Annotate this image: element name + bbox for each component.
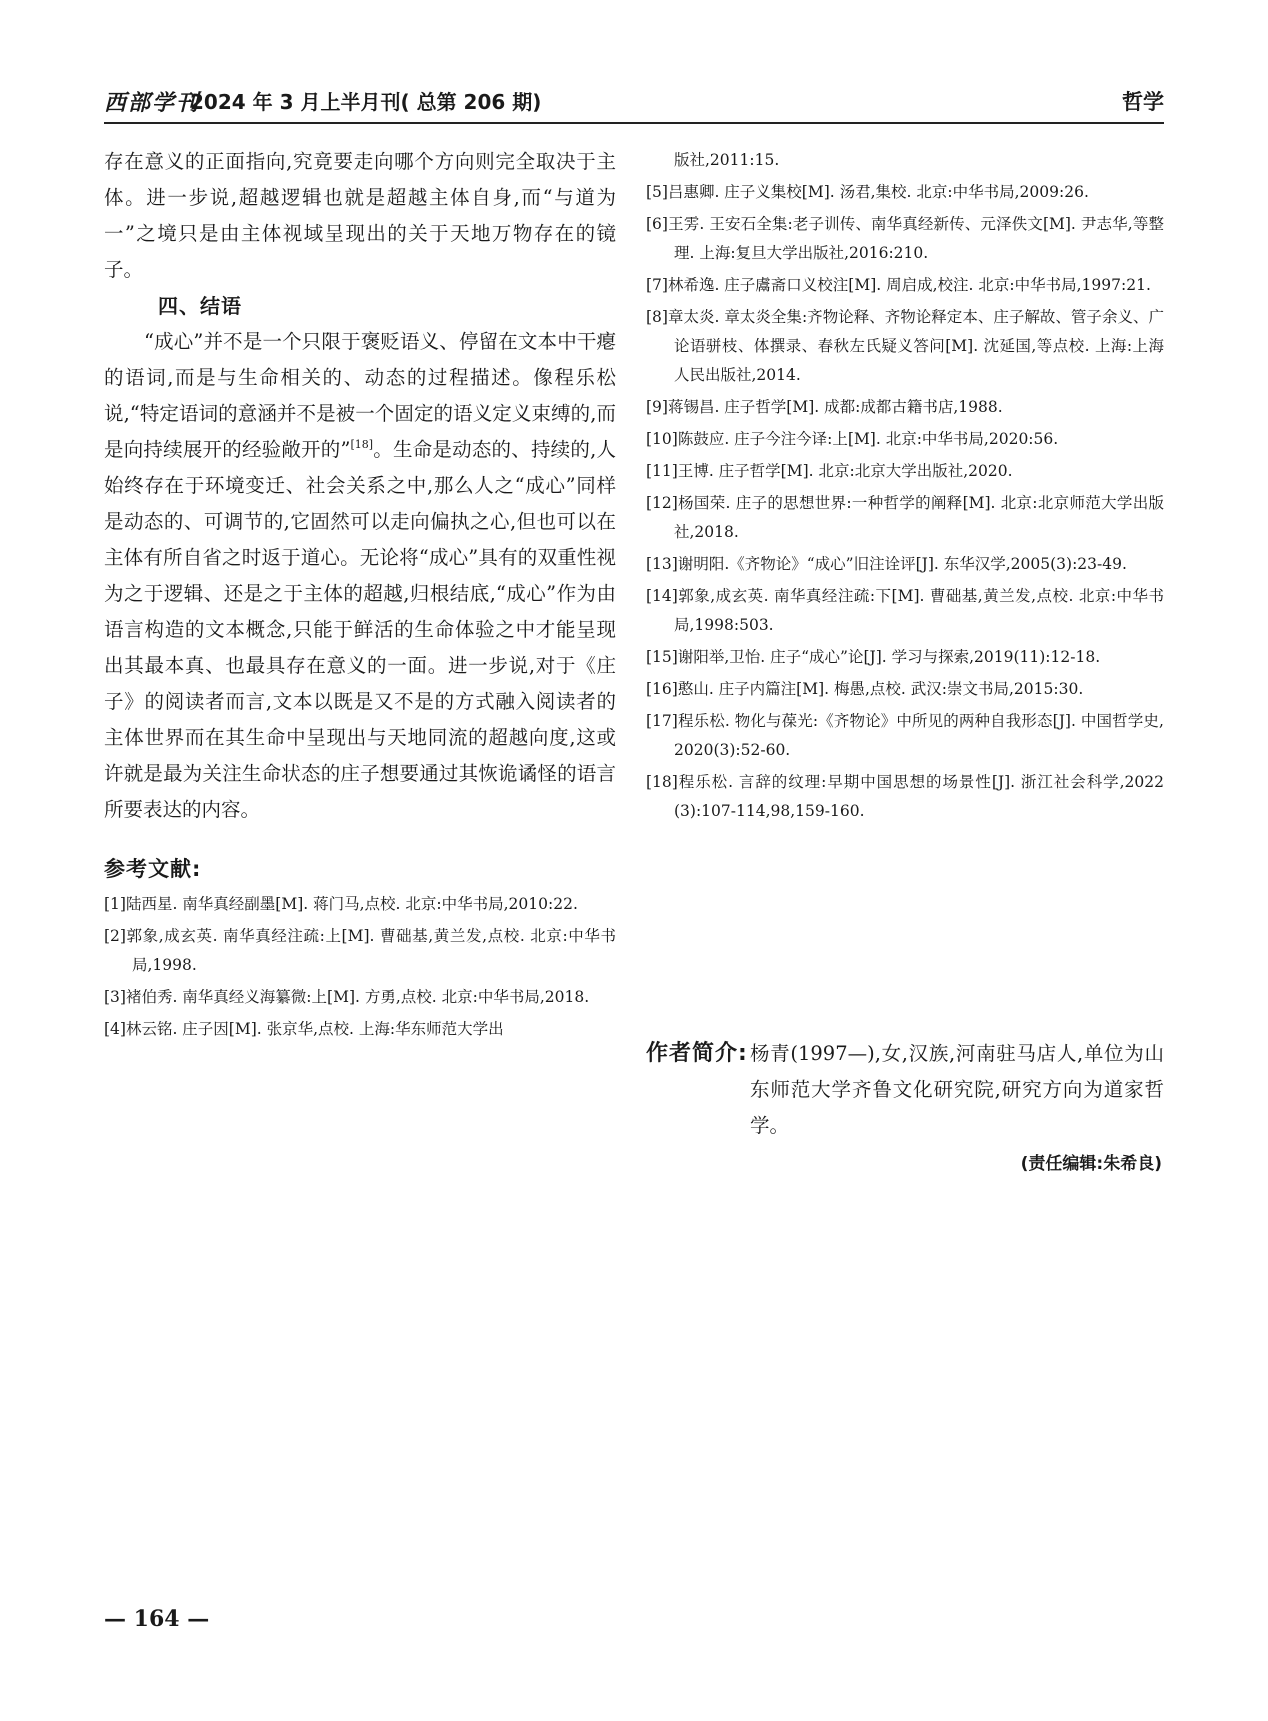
author-label: 作者简介: xyxy=(646,1041,748,1066)
responsible-editor: (责任编辑:朱希良) xyxy=(1020,1154,1162,1174)
reference-item: [2]郭象,成玄英. 南华真经注疏:上[M]. 曹础基,黄兰发,点校. 北京:中华书局,1998. xyxy=(104,927,616,974)
reference-item: [4]林云铭. 庄子因[M]. 张京华,点校. 上海:华东师范大学出 xyxy=(104,1020,504,1038)
section-label: 哲学 xyxy=(1122,90,1164,114)
reference-item: [11]王博. 庄子哲学[M]. 北京:北京大学出版社,2020. xyxy=(646,462,1013,480)
reference-item: [8]章太炎. 章太炎全集:齐物论释、齐物论释定本、庄子解故、管子余义、广论语骈枝、体撰录、春秋左氏疑义答问[M]. 沈延国,等点校. 上海:上海人民出版社,2014. xyxy=(646,308,1164,384)
reference-item: [12]杨国荣. 庄子的思想世界:一种哲学的阐释[M]. 北京:北京师范大学出版社,2018. xyxy=(646,494,1164,541)
conclusion-paragraph xyxy=(104,324,616,828)
journal-masthead: 西部学刊 xyxy=(104,90,201,116)
right-column xyxy=(646,146,1164,829)
conclusion-text-a: “成心”并不是一个只限于褒贬语义、停留在文本中干瘪的语词,而是与生命相关的、动态的过程描述。像程乐松说,“特定语词的意涵并不是被一个固定的语义定义束缚的,而是向持续展开的经验敞开的” xyxy=(104,330,616,461)
reference-item: [14]郭象,成玄英. 南华真经注疏:下[M]. 曹础基,黄兰发,点校. 北京:中华书局,1998:503. xyxy=(646,587,1164,634)
section-heading: 四、结语 xyxy=(158,294,242,318)
header-rule xyxy=(104,122,1164,124)
body-paragraph: 存在意义的正面指向,究竟要走向哪个方向则完全取决于主体。进一步说,超越逻辑也就是超越主体自身,而“与道为一”之境只是由主体视域呈现出的关于天地万物存在的镜子。 xyxy=(104,150,616,281)
citation-mark[interactable]: [18] xyxy=(350,438,374,451)
author-text: 杨青(1997—),女,汉族,河南驻马店人,单位为山东师范大学齐鲁文化研究院,研究方向为道家哲学。 xyxy=(750,1042,1164,1137)
reference-list-left xyxy=(104,890,616,1044)
reference-item: [13]谢明阳.《齐物论》“成心”旧注诠评[J]. 东华汉学,2005(3):23-49. xyxy=(646,555,1127,573)
reference-item: [10]陈鼓应. 庄子今注今译:上[M]. 北京:中华书局,2020:56. xyxy=(646,430,1059,448)
reference-item: [15]谢阳举,卫怡. 庄子“成心”论[J]. 学习与探索,2019(11):12-18. xyxy=(646,648,1101,666)
reference-item: [1]陆西星. 南华真经副墨[M]. 蒋门马,点校. 北京:中华书局,2010:22. xyxy=(104,895,578,913)
reference-continued: 版社,2011:15. xyxy=(674,151,780,169)
author-bio xyxy=(646,1036,1164,1178)
issue-info: 2024 年 3 月上半月刊( 总第 206 期) xyxy=(190,90,542,114)
page-header xyxy=(104,86,1164,118)
references-heading: 参考文献: xyxy=(104,857,202,881)
reference-item: [18]程乐松. 言辞的纹理:早期中国思想的场景性[J]. 浙江社会科学,2022(3):107-114,98,159-160. xyxy=(646,773,1164,820)
left-column xyxy=(104,144,616,1047)
reference-item: [9]蒋锡昌. 庄子哲学[M]. 成都:成都古籍书店,1988. xyxy=(646,398,1003,416)
reference-item: [5]吕惠卿. 庄子义集校[M]. 汤君,集校. 北京:中华书局,2009:26. xyxy=(646,183,1089,201)
reference-item: [7]林希逸. 庄子鬳斋口义校注[M]. 周启成,校注. 北京:中华书局,1997:21. xyxy=(646,276,1151,294)
reference-item: [16]憨山. 庄子内篇注[M]. 梅愚,点校. 武汉:崇文书局,2015:30. xyxy=(646,680,1084,698)
reference-list-right xyxy=(646,146,1164,826)
reference-item: [17]程乐松. 物化与葆光:《齐物论》中所见的两种自我形态[J]. 中国哲学史,2020(3):52-60. xyxy=(646,712,1164,759)
reference-item: [6]王雱. 王安石全集:老子训传、南华真经新传、元泽佚文[M]. 尹志华,等整理. 上海:复旦大学出版社,2016:210. xyxy=(646,215,1164,262)
page-number: — 164 — xyxy=(104,1606,210,1632)
conclusion-text-b: 。生命是动态的、持续的,人始终存在于环境变迁、社会关系之中,那么人之“成心”同样是动态的、可调节的,它固然可以走向偏执之心,但也可以在主体有所自省之时返于道心。无论将“成心”具有的双重性视为之于逻辑、还是之于主体的超越,归根结底,“成心”作为由语言构造的文本概念,只能于鲜活的生命体验之中才能呈现出其最本真、也最具存在意义的一面。进一步说,对于《庄子》的阅读者而言,文本以既是又不是的方式融入阅读者的主体世界而在其生命中呈现出与天地同流的超越向度,这或许就是最为关注生命状态的庄子想要通过其恢诡谲怪的语言所要表达的内容。 xyxy=(104,438,616,821)
reference-item: [3]褚伯秀. 南华真经义海纂微:上[M]. 方勇,点校. 北京:中华书局,2018. xyxy=(104,988,590,1006)
